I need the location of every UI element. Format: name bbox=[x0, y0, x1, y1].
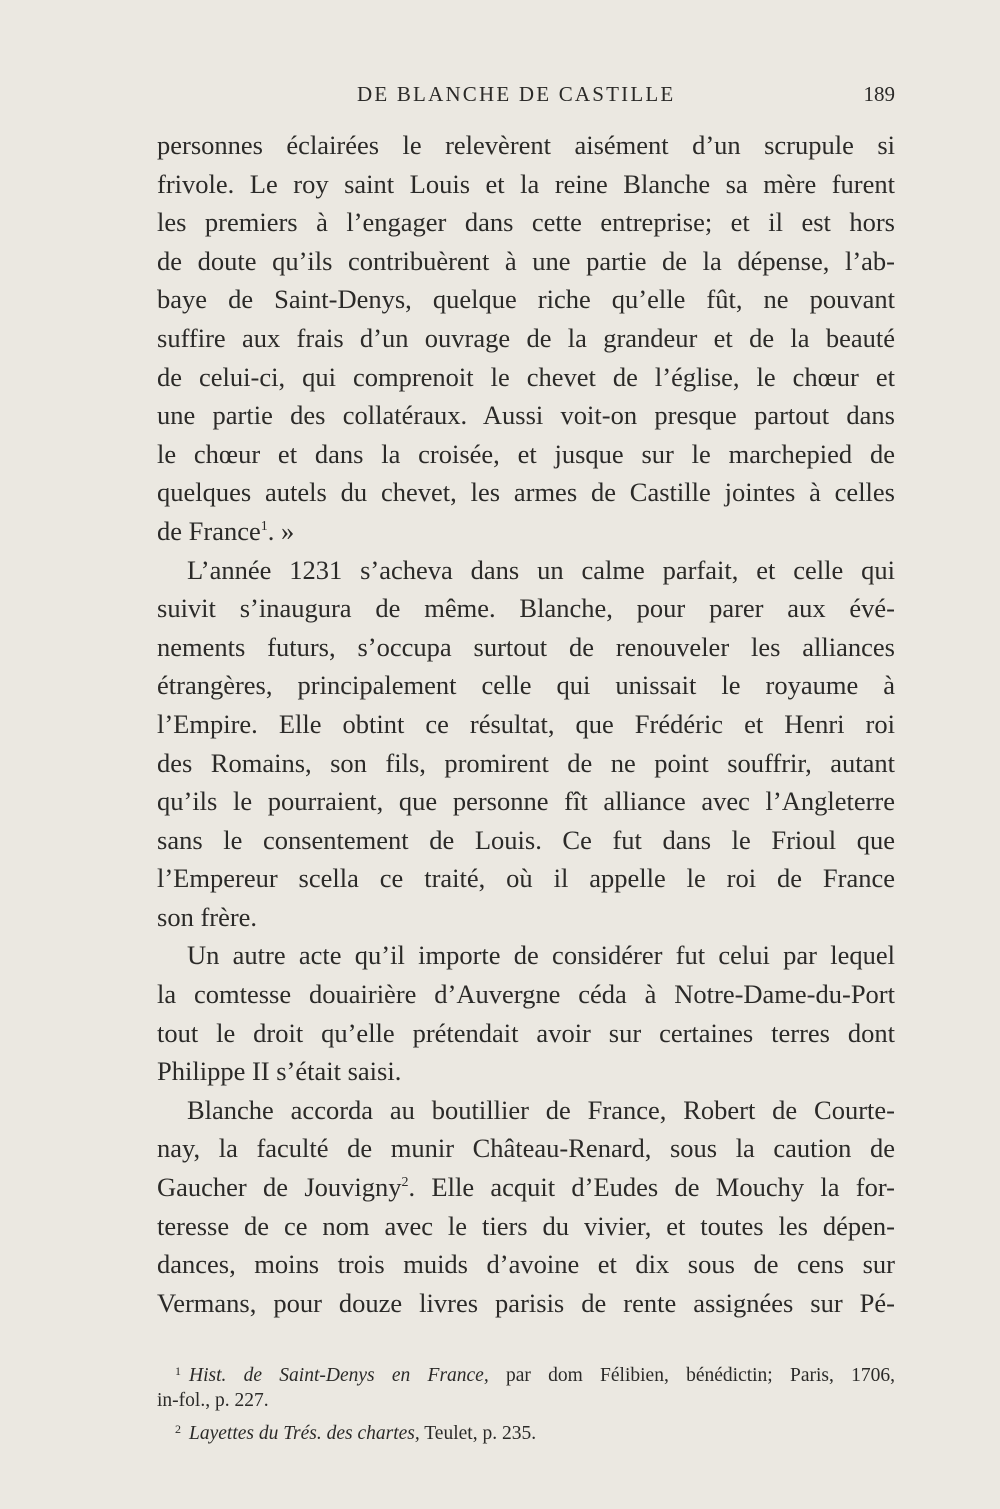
text-line: suivit s’inaugura de même. Blanche, pour parer aux évé- bbox=[157, 593, 895, 624]
text-line: des Romains, son fils, promirent de ne point souffrir, autant bbox=[157, 747, 895, 778]
text-line: sans le consentement de Louis. Ce fut dans le Frioul que bbox=[157, 824, 895, 855]
text-segment: . » bbox=[267, 515, 295, 546]
text-line: quelques autels du chevet, les armes de Castille jointes à celles bbox=[157, 477, 895, 508]
text-line: frivole. Le roy saint Louis et la reine Blanche sa mère furent bbox=[157, 168, 895, 199]
text-line: tout le droit qu’elle prétendait avoir sur certaines terres dont bbox=[157, 1017, 895, 1048]
footnote-title: Layettes du Trés. des chartes, bbox=[189, 1423, 420, 1444]
text-line: qu’ils le pourraient, que personne fît alliance avec l’Angleterre bbox=[157, 786, 895, 817]
text-line: de doute qu’ils contribuèrent à une partie de la dépense, l’ab- bbox=[157, 245, 895, 276]
text-line: l’Empereur scella ce traité, où il appelle le roi de France bbox=[157, 863, 895, 894]
text-line: étrangères, principalement celle qui unissait le royaume à bbox=[157, 670, 895, 701]
text-segment: de France bbox=[157, 515, 261, 546]
text-line: nements futurs, s’occupa surtout de renouveler les alliances bbox=[157, 631, 895, 662]
footnote-mark: 2 bbox=[175, 1422, 181, 1436]
body-text bbox=[157, 126, 895, 1322]
text-line: suffire aux frais d’un ouvrage de la grandeur et de la beauté bbox=[157, 322, 895, 353]
footnote-1-continuation: in-fol., p. 227. bbox=[157, 1390, 269, 1411]
footnote-2 bbox=[157, 1415, 895, 1444]
text-segment: Gaucher de Jouvigny bbox=[157, 1172, 402, 1203]
text-line bbox=[157, 1168, 895, 1207]
running-head bbox=[157, 82, 895, 112]
text-line: son frère. bbox=[157, 901, 258, 932]
text-line: baye de Saint-Denys, quelque riche qu’elle fût, ne pouvant bbox=[157, 284, 895, 315]
text-line bbox=[157, 512, 895, 551]
text-line: Vermans, pour douze livres parisis de rente assignées sur Pé- bbox=[157, 1287, 895, 1318]
text-line: personnes éclairées le relevèrent aisément d’un scrupule si bbox=[157, 130, 895, 160]
footnote-title: Hist. de Saint-Denys en France, bbox=[189, 1365, 489, 1386]
page-number: 189 bbox=[863, 82, 895, 106]
text-line: dances, moins trois muids d’avoine et dix sous de cens sur bbox=[157, 1249, 895, 1280]
text-line: nay, la faculté de munir Château-Renard, sous la caution de bbox=[157, 1133, 895, 1164]
text-line: Philippe II s’était saisi. bbox=[157, 1056, 402, 1087]
paragraph-start: L’année 1231 s’acheva dans un calme parfait, et celle qui bbox=[187, 554, 895, 585]
footnote-text: par dom Félibien, bénédictin; Paris, 1706, bbox=[488, 1365, 895, 1386]
running-title: DE BLANCHE DE CASTILLE bbox=[357, 82, 676, 106]
text-segment: . Elle acquit d’Eudes de Mouchy la for- bbox=[408, 1172, 895, 1203]
footnote-text: Teulet, p. 235. bbox=[419, 1423, 537, 1444]
footnote-ref-1: 1 bbox=[260, 518, 268, 534]
text-line: une partie des collatéraux. Aussi voit-on presque partout dans bbox=[157, 400, 895, 431]
text-line: le chœur et dans la croisée, et jusque sur le marchepied de bbox=[157, 438, 895, 469]
paragraph-start: Blanche accorda au boutillier de France, Robert de Courte- bbox=[187, 1094, 895, 1125]
footnote-ref-2: 2 bbox=[401, 1175, 409, 1191]
text-line: de celui-ci, qui comprenoit le chevet de l’église, le chœur et bbox=[157, 361, 895, 392]
text-line: teresse de ce nom avec le tiers du vivier, et toutes les dépen- bbox=[157, 1210, 895, 1241]
text-line: la comtesse douairière d’Auvergne céda à Notre-Dame-du-Port bbox=[157, 979, 895, 1010]
text-line: les premiers à l’engager dans cette entreprise; et il est hors bbox=[157, 207, 895, 238]
footnote-mark: 1 bbox=[175, 1364, 181, 1378]
text-line: l’Empire. Elle obtint ce résultat, que Frédéric et Henri roi bbox=[157, 708, 895, 739]
footnotes bbox=[157, 1357, 895, 1444]
footnote-1 bbox=[157, 1357, 895, 1386]
paragraph-start: Un autre acte qu’il importe de considérer fut celui par lequel bbox=[187, 940, 895, 971]
